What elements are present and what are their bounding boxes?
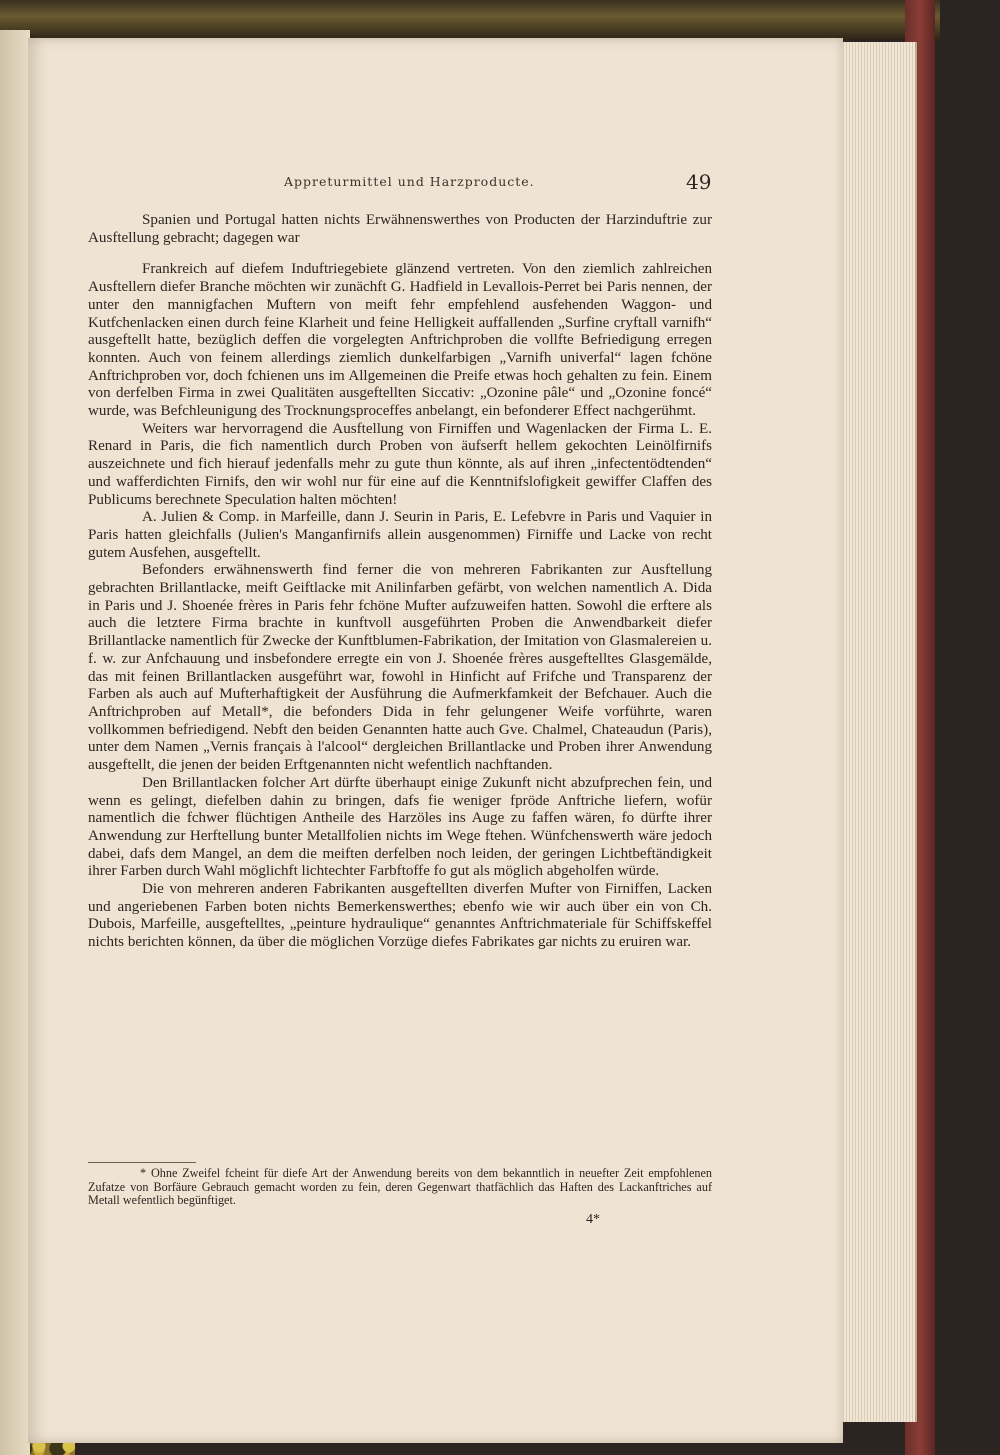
paragraph: Den Brillantlacken folcher Art dürfte überhaupt einige Zukunft nicht abzufprechen fein, und wenn es gelingt, diefelben dahin zu bringen, dafs fie weniger fpröde Anftriche liefern, wofür namentlich die fchwer flüchtigen Antheile des Harzöles ins Auge zu faffen wären, fo dürfte ihrer Anwendung zur Herftellung bunter Metallfolien nichts im Wege ftehen. Wünfchenswerth wäre jedoch dabei, dafs dem Mangel, an dem die meiften derfelben noch leiden, der geringen Lichtbeftändigkeit ihrer Farben durch Wahl möglichft lichtechter Farbftoffe fo gut als möglich abgeholfen würde. xyxy=(88,774,712,880)
footnote-divider xyxy=(88,1162,196,1163)
page-stack-edges xyxy=(835,42,917,1422)
book-cover-edge xyxy=(0,0,940,40)
paragraph: A. Julien & Comp. in Marfeille, dann J. Seurin in Paris, E. Lefebvre in Paris und Vaquier in Paris hatten gleichfalls (Julien's Manganfirnifs allein ausgenommen) Firniffe und Lacke von recht gutem Ausfehen, ausgeftellt. xyxy=(88,509,712,561)
paragraph: Die von mehreren anderen Fabrikanten ausgeftellten diverfen Mufter von Firniffen, Lacken und angeriebenen Farben boten nichts Bemerkenswerthes; ebenfo wie wir auch über ein von Ch. Dubois, Marfeille, ausgeftelltes, „peinture hydraulique“ genanntes Anftrichmateriale für Schiffskeffel nichts berichten können, da über die möglichen Vorzüge diefes Fabrikates gar nichts zu eruiren war. xyxy=(88,881,712,951)
body-text xyxy=(88,212,712,952)
page-number: 49 xyxy=(686,170,712,194)
paragraph: Spanien und Portugal hatten nichts Erwähnenswerthes von Producten der Harzinduftrie zur Ausftellung gebracht; dagegen war xyxy=(88,212,712,246)
paragraph: Frankreich auf diefem Induftriegebiete glänzend vertreten. Von den ziemlich zahlreichen Ausftellern diefer Branche möchten wir zunächft G. Hadfield in Levallois-Perret bei Paris nennen, der unter den mannigfachen Muftern von meift fehr empfehlend ausfehenden Waggon- und Kutfchenlacken einen durch feine Klarheit und feine Helligkeit auffallenden „Surfine cryftall varnifh“ ausgeftellt hatte, bezüglich deffen die vorgelegten Anftrichproben die vollfte Befriedigung erregen konnten. Auch von feinem allerdings ziemlich dunkelfarbigen „Varnifh univerfal“ lagen fchöne Anftrichproben vor, doch fchienen uns im Allgemeinen die Preife etwas hoch gehalten zu fein. Einem von derfelben Firma in zwei Qualitäten ausgeftellten Siccativ: „Ozonine pâle“ und „Ozonine foncé“ wurde, was Befchleunigung des Trocknungsproceffes anbelangt, ein befonderer Effect nachgerühmt. xyxy=(88,261,712,420)
left-page-edge xyxy=(0,30,30,1455)
footnote: * Ohne Zweifel fcheint für diefe Art der Anwendung bereits von dem bekanntlich in neuefter Zeit empfohlenen Zufatze von Borfäure Gebrauch gemacht worden zu fein, deren Gegenwart thatfächlich das Haften des Lackanftriches auf Metall wefentlich begünftiget. xyxy=(88,1166,712,1208)
paragraph: Weiters war hervorragend die Ausftellung von Firniffen und Wagenlacken der Firma L. E. Renard in Paris, die fich namentlich durch Proben von äufserft hellem gekochten Leinölfirnifs auszeichnete und fich hierauf jedenfalls mehr zu gute thun könnte, als auf ihren „infectentödtenden“ und wafferdichten Firnifs, den wir wohl nur für eine auf die Kenntnifslofigkeit gewiffer Claffen des Publicums berechnete Speculation halten möchten! xyxy=(88,420,712,508)
signature-mark: 4* xyxy=(586,1212,600,1227)
running-title: Appreturmittel und Harzproducte. xyxy=(284,174,535,189)
paragraph: Befonders erwähnenswerth find ferner die von mehreren Fabrikanten zur Ausftellung gebrachten Brillantlacke, meift Geiftlacke mit Anilinfarben gefärbt, von welchen namentlich A. Dida in Paris und J. Shoenée frères in Paris fehr fchöne Mufter aufzuweifen hatten. Sowohl die erftere als auch die letztere Firma brachte in kunftvoll ausgeführten Proben die Anwendbarkeit diefer Brillantlacke namentlich für Zwecke der Kunftblumen-Fabrikation, der Imitation von Glasmalereien u. f. w. zur Anfchauung und insbefondere erregte ein von J. Shoenée frères ausgeftelltes Glasgemälde, das mit feinen Brillantlacken ausgeführt war, fowohl in Hinficht auf Frifche und Transparenz der Farben als auch auf Mufterhaftigkeit der Ausführung die Aufmerkfamkeit der Befchauer. Auch die Anftrichproben auf Metall*, die befonders Dida in fehr gelungener Weife vorführte, waren vollkommen befriedigend. Nebft den beiden Genannten hatte auch Gve. Chalmel, Chateaudun (Paris), unter dem Namen „Vernis français à l'alcool“ dergleichen Brillantlacke und Proben ihrer Anwendung ausgeftellt, die jenen der beiden Erftgenannten nicht wefentlich nachftanden. xyxy=(88,562,712,774)
